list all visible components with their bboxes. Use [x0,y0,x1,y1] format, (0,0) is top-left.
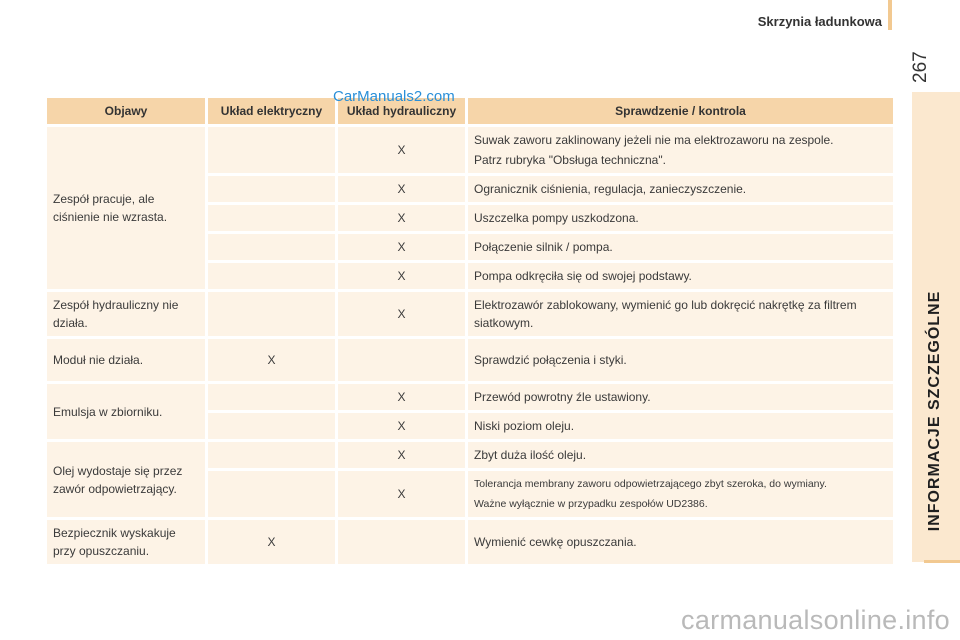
watermark-top: CarManuals2.com [333,88,455,105]
table-row [47,339,893,381]
check-cell [468,471,893,517]
electrical-cell [208,234,335,260]
check-line: Ważne wyłącznie w przypadku zespołów UD2386. [474,498,708,510]
check-line: Patrz rubryka "Obsługa techniczna". [474,153,666,167]
header-check: Sprawdzenie / kontrola [468,98,893,124]
symptom-cell: Bezpiecznik wyskakuje przy opuszczaniu. [47,520,205,564]
electrical-cell [208,205,335,231]
electrical-cell [208,176,335,202]
check-cell [468,176,893,202]
side-tab-rule [924,560,960,563]
page-number: 267 [910,51,931,83]
check-line: Połączenie silnik / pompa. [474,240,613,254]
hydraulic-cell: X [338,384,465,410]
electrical-cell [208,263,335,289]
table-row [47,127,893,173]
electrical-cell [208,471,335,517]
section-title: Skrzynia ładunkowa [757,14,882,29]
electrical-cell: X [208,520,335,564]
check-cell [468,384,893,410]
check-cell [468,205,893,231]
hydraulic-cell: X [338,442,465,468]
hydraulic-cell [338,339,465,381]
check-cell [468,234,893,260]
table-row [47,292,893,336]
table-header-row [47,98,893,124]
check-line: Tolerancja membrany zaworu odpowietrzającego zbyt szeroka, do wymiany. [474,478,827,490]
check-cell [468,127,893,173]
electrical-cell: X [208,339,335,381]
check-line: Uszczelka pompy uszkodzona. [474,211,639,225]
symptom-cell: Olej wydostaje się przez zawór odpowietrzający. [47,442,205,517]
check-line: Niski poziom oleju. [474,419,575,433]
hydraulic-cell: X [338,292,465,336]
check-cell [468,413,893,439]
symptom-cell: Zespół hydrauliczny nie działa. [47,292,205,336]
check-cell [468,292,893,336]
check-line: Pompa odkręciła się od swojej podstawy. [474,269,692,283]
symptom-cell: Zespół pracuje, ale ciśnienie nie wzrasta. [47,127,205,289]
electrical-cell [208,413,335,439]
check-cell [468,263,893,289]
electrical-cell [208,292,335,336]
header-hydraulic: Układ hydrauliczny [338,98,465,124]
hydraulic-cell: X [338,413,465,439]
hydraulic-cell: X [338,263,465,289]
electrical-cell [208,442,335,468]
hydraulic-cell: X [338,127,465,173]
table-row [47,442,893,468]
watermark-bottom: carmanualsonline.info [681,605,950,635]
side-tab-label: INFORMACJE SZCZEGÓLNE [926,290,943,532]
check-line: Przewód powrotny źle ustawiony. [474,390,651,404]
hydraulic-cell: X [338,234,465,260]
electrical-cell [208,127,335,173]
check-line: Suwak zaworu zaklinowany jeżeli nie ma elektrozaworu na zespole. [474,133,834,147]
symptom-cell: Moduł nie działa. [47,339,205,381]
electrical-cell [208,384,335,410]
header-electrical: Układ elektryczny [208,98,335,124]
check-line: Zbyt duża ilość oleju. [474,448,587,462]
hydraulic-cell: X [338,471,465,517]
check-line: Elektrozawór zablokowany, wymienić go lub dokręcić nakrętkę za filtrem siatkowym. [474,298,857,330]
check-cell [468,339,893,381]
symptom-cell: Emulsja w zbiorniku. [47,384,205,439]
header-accent-bar [888,0,892,30]
diagnostic-table [44,95,896,567]
table-body [47,127,893,564]
hydraulic-cell: X [338,205,465,231]
hydraulic-cell: X [338,176,465,202]
header-symptoms: Objawy [47,98,205,124]
check-cell [468,442,893,468]
hydraulic-cell [338,520,465,564]
table-row [47,520,893,564]
table-row [47,384,893,410]
check-line: Ogranicznik ciśnienia, regulacja, zanieczyszczenie. [474,182,747,196]
check-line: Wymienić cewkę opuszczania. [474,535,637,549]
check-cell [468,520,893,564]
check-line: Sprawdzić połączenia i styki. [474,353,627,367]
